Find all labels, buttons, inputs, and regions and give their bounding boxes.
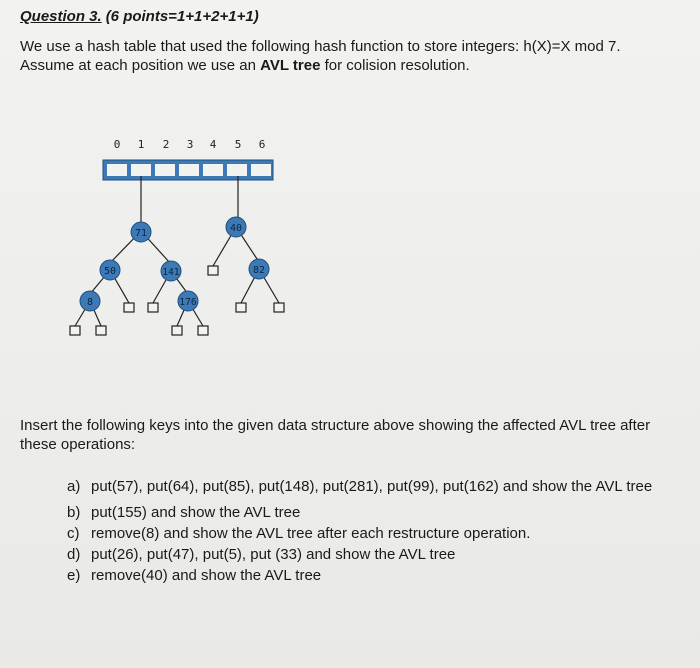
hash-table-avl-diagram	[60, 130, 290, 345]
task-text: put(57), put(64), put(85), put(148), put(281), put(99), put(162) and show the AVL tree	[91, 478, 653, 495]
bucket-3	[179, 164, 199, 176]
node-141	[161, 261, 181, 281]
index-label-0: 0	[113, 138, 121, 151]
node-176	[178, 291, 198, 311]
question-title	[20, 8, 259, 25]
node-50	[100, 260, 120, 280]
question-points: (6 points=1+1+2+1+1)	[105, 8, 259, 25]
instructions-text: Insert the following keys into the given data structure above showing the affected AVL tree after these operations:	[20, 417, 651, 453]
index-labels	[114, 138, 266, 151]
task-text: remove(40) and show the AVL tree	[91, 567, 322, 584]
null-leaf	[198, 326, 208, 335]
null-leaf	[274, 303, 284, 312]
list-item	[67, 565, 677, 586]
task-label: d)	[67, 546, 81, 563]
task-label: c)	[67, 525, 80, 542]
node-40	[226, 217, 246, 237]
task-text: remove(8) and show the AVL tree after each restructure operation.	[91, 525, 531, 542]
hash-table-array	[103, 160, 273, 180]
tree-nodes	[80, 217, 269, 311]
intro-line-2-post: for colision resolution.	[320, 57, 470, 74]
bucket-6	[251, 164, 271, 176]
index-label-3: 3	[186, 138, 194, 151]
intro-line-1: We use a hash table that used the following hash function to store integers: h(X)=X mod 7.	[20, 38, 621, 55]
question-number: Question 3.	[20, 8, 102, 25]
bucket-0	[107, 164, 127, 176]
task-label: b)	[67, 504, 81, 521]
index-label-5: 5	[234, 138, 242, 151]
index-label-6: 6	[258, 138, 266, 151]
task-text: put(26), put(47), put(5), put (33) and show the AVL tree	[91, 546, 456, 563]
bucket-2	[155, 164, 175, 176]
index-label-1: 1	[137, 138, 145, 151]
intro-avl-bold: AVL tree	[260, 57, 321, 74]
node-8-label: 8	[86, 297, 94, 308]
null-leaf	[208, 266, 218, 275]
null-leaf	[148, 303, 158, 312]
list-item	[67, 523, 677, 544]
bucket-5	[227, 164, 247, 176]
null-leaf	[124, 303, 134, 312]
node-8	[80, 291, 100, 311]
node-82	[249, 259, 269, 279]
null-leaf	[172, 326, 182, 335]
node-176-label: 176	[179, 297, 197, 308]
question-intro	[20, 37, 690, 75]
null-leaf	[96, 326, 106, 335]
list-item	[67, 502, 677, 523]
task-label: a)	[67, 478, 81, 495]
tree-edges	[75, 176, 279, 326]
node-82-label: 82	[252, 265, 266, 276]
intro-line-2-pre: Assume at each position we use an	[20, 57, 261, 74]
list-item	[67, 544, 677, 565]
task-label: e)	[67, 567, 81, 584]
node-71	[131, 222, 151, 242]
index-label-2: 2	[162, 138, 170, 151]
task-text: put(155) and show the AVL tree	[91, 504, 301, 521]
node-141-label: 141	[162, 267, 180, 278]
bucket-4	[203, 164, 223, 176]
list-item	[67, 476, 677, 497]
node-40-label: 40	[229, 223, 243, 234]
bucket-1	[131, 164, 151, 176]
index-label-4: 4	[209, 138, 217, 151]
null-leaf	[70, 326, 80, 335]
task-list	[67, 476, 677, 586]
null-leaf	[236, 303, 246, 312]
node-71-label: 71	[134, 228, 148, 239]
node-50-label: 50	[103, 266, 117, 277]
intro-line-2	[20, 56, 690, 75]
